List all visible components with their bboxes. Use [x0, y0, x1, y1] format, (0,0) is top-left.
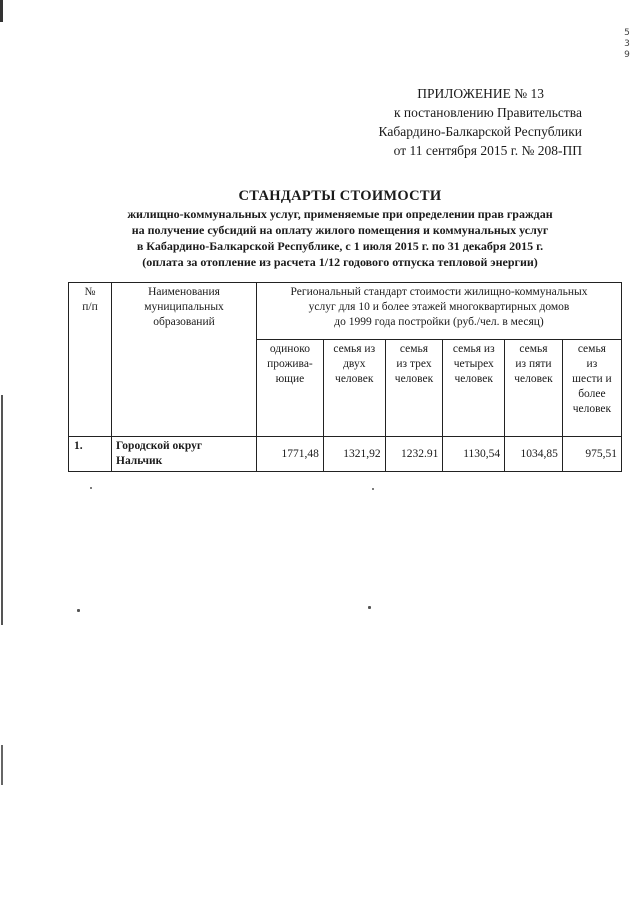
- header-text: человек: [572, 403, 612, 415]
- column-header-family-four: [443, 340, 505, 437]
- appendix-line: Кабардино-Балкарской Республики: [378, 124, 582, 139]
- header-text: до 1999 года постройки (руб./чел. в месяц): [334, 316, 544, 328]
- header-text: из: [586, 358, 598, 370]
- header-text: одиноко: [269, 343, 310, 355]
- scan-speck: [90, 487, 92, 489]
- municipality-name-line: Городской округ: [116, 440, 203, 452]
- header-text: шести и: [572, 373, 612, 385]
- column-header-municipality: [112, 283, 257, 437]
- column-header-regional-standard: [257, 283, 622, 340]
- value-family-three: 1232.91: [385, 437, 443, 472]
- header-text: семья: [519, 343, 548, 355]
- standards-table: [68, 282, 622, 472]
- header-text: человек: [394, 373, 434, 385]
- header-text: услуг для 10 и более этажей многоквартирных домов: [308, 301, 570, 313]
- header-text: семья из: [452, 343, 495, 355]
- value-single: 1771,48: [257, 437, 324, 472]
- header-text: муниципальных: [144, 301, 224, 313]
- corner-mark: 3: [624, 39, 630, 49]
- header-text: п/п: [82, 301, 98, 313]
- header-text: человек: [454, 373, 493, 385]
- header-text: из пяти: [515, 358, 552, 370]
- header-text: человек: [514, 373, 553, 385]
- scan-artifact: [0, 0, 3, 22]
- column-header-family-five: [505, 340, 563, 437]
- scan-speck: [77, 609, 80, 612]
- column-header-family-six-plus: [562, 340, 621, 437]
- value-family-five: 1034,85: [505, 437, 563, 472]
- header-text: Региональный стандарт стоимости жилищно-коммунальных: [290, 286, 588, 298]
- appendix-block: [262, 84, 582, 160]
- appendix-title: ПРИЛОЖЕНИЕ № 13: [417, 86, 544, 101]
- scan-artifact: [1, 395, 3, 625]
- scan-speck: [372, 488, 374, 490]
- table-row: [69, 437, 622, 472]
- scan-speck: [368, 606, 371, 609]
- document-subtitle-line: жилищно-коммунальных услуг, применяемые при определении прав граждан: [127, 207, 553, 221]
- header-text: Наименования: [148, 286, 220, 298]
- appendix-line: к постановлению Правительства: [393, 105, 582, 120]
- document-subtitle-line: (оплата за отопление из расчета 1/12 годового отпуска тепловой энергии): [142, 255, 538, 269]
- header-text: №: [84, 286, 96, 298]
- header-text: образований: [153, 316, 215, 328]
- document-subtitle-line: в Кабардино-Балкарской Республике, с 1 июля 2015 г. по 31 декабря 2015 г.: [136, 239, 544, 253]
- corner-ink-marks: [622, 28, 632, 61]
- header-text: двух: [343, 358, 366, 370]
- corner-mark: 9: [624, 50, 630, 60]
- column-header-family-two: [323, 340, 385, 437]
- scan-artifact: [1, 745, 3, 785]
- header-text: четырех: [453, 358, 494, 370]
- header-text: из трех: [396, 358, 432, 370]
- header-text: прожива-: [267, 358, 313, 370]
- value-family-six-plus: 975,51: [562, 437, 621, 472]
- header-text: более: [578, 388, 606, 400]
- header-text: семья: [399, 343, 429, 355]
- municipality-name: [112, 437, 257, 472]
- document-subtitle-line: на получение субсидий на оплату жилого помещения и коммунальных услуг: [131, 223, 549, 237]
- municipality-name-line: Нальчик: [116, 455, 163, 467]
- header-text: человек: [335, 373, 374, 385]
- corner-mark: 5: [624, 28, 630, 38]
- appendix-line: от 11 сентября 2015 г. № 208-ПП: [393, 143, 582, 158]
- document-title: СТАНДАРТЫ СТОИМОСТИ: [238, 188, 442, 204]
- document-heading: [60, 186, 620, 270]
- table-header-row: [69, 283, 622, 340]
- value-family-four: 1130,54: [443, 437, 505, 472]
- row-number: 1.: [69, 437, 112, 472]
- column-header-number: [69, 283, 112, 437]
- header-text: ющие: [275, 373, 305, 385]
- column-header-single: [257, 340, 324, 437]
- column-header-family-three: [385, 340, 443, 437]
- value-family-two: 1321,92: [323, 437, 385, 472]
- header-text: семья из: [333, 343, 376, 355]
- header-text: семья: [577, 343, 606, 355]
